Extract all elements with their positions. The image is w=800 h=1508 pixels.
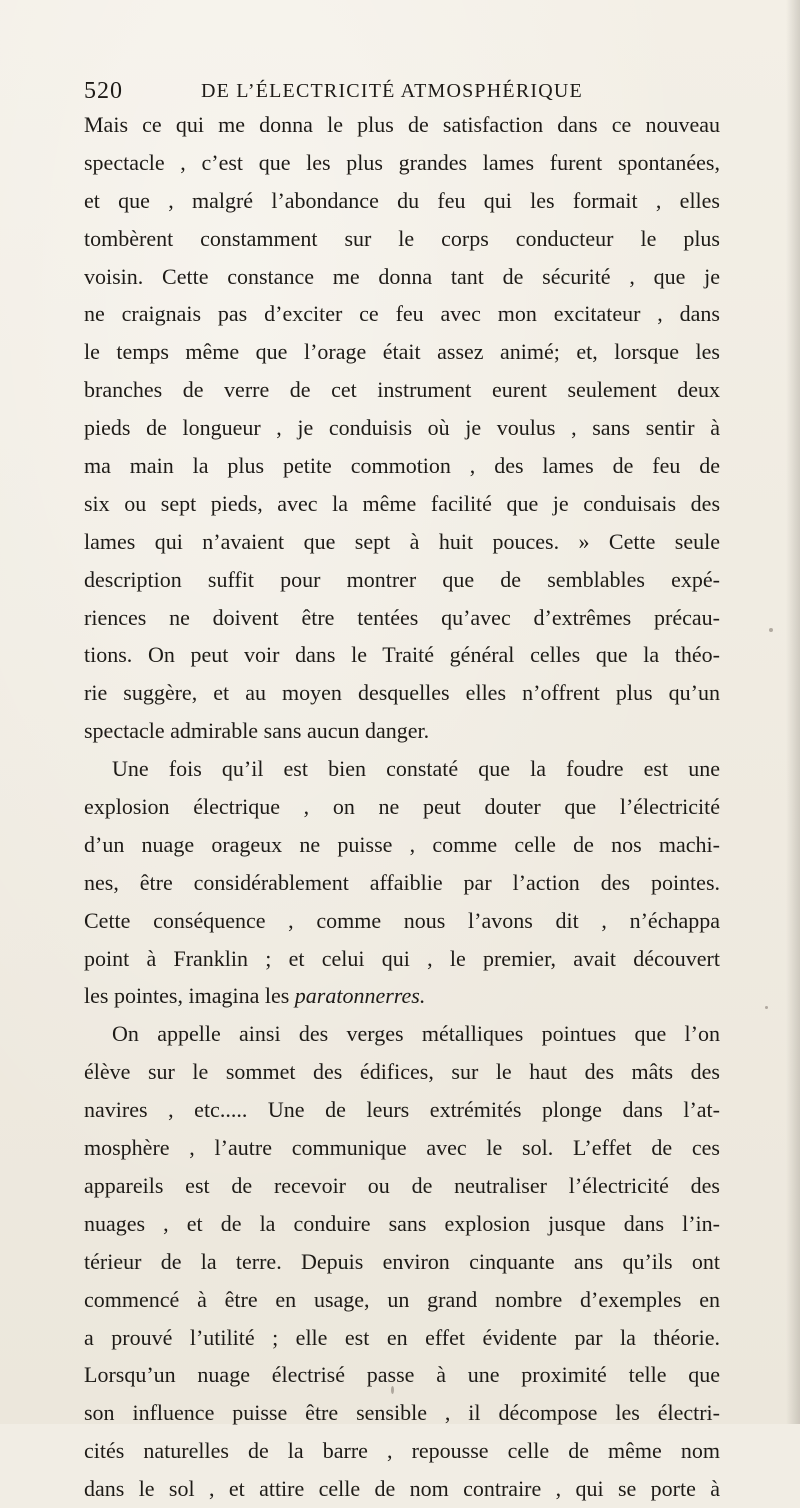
text-line: branches de verre de cet instrument eurent seulement deux [84,377,720,403]
text-line: On appelle ainsi des verges métalliques pointues que l’on [112,1021,720,1047]
text-line: nuages , et de la conduire sans explosion jusque dans l’in- [84,1210,720,1236]
text-line-with-term [84,977,720,1015]
text-line: ne craignais pas d’exciter ce feu avec mon excitateur , dans [84,301,720,327]
paper-speck [769,628,773,632]
text-line: ma main la plus petite commotion , des lames de feu de [84,453,720,479]
text-line: voisin. Cette constance me donna tant de sécurité , que je [84,263,720,289]
text-line: Cette conséquence , comme nous l’avons dit , n’échappa [84,907,720,933]
text-line: Mais ce qui me donna le plus de satisfaction dans ce nouveau [84,112,720,137]
text-line: spectacle , c’est que les plus grandes lames furent spontanées, [84,149,720,175]
text-line: lames qui n’avaient que sept à huit pouces. » Cette seule [84,528,720,554]
text-line: point à Franklin ; et celui qui , le premier, avait découvert [84,945,720,971]
text-line: six ou sept pieds, avec la même facilité que je conduisais des [84,490,720,516]
text-line: cités naturelles de la barre , repousse celle de même nom [84,1438,720,1464]
text-line: les pointes, imagina les [84,983,290,1009]
paper-speck [391,1386,394,1394]
text-line: spectacle admirable sans aucun danger. [84,718,430,744]
text-line: térieur de la terre. Depuis environ cinquante ans qu’ils ont [84,1248,720,1274]
text-line: explosion électrique , on ne peut douter que l’électricité [84,794,720,820]
text-line: dans le sol , et attire celle de nom contraire , qui se porte à [84,1476,720,1502]
running-head: DE L’ÉLECTRICITÉ ATMOSPHÉRIQUE [201,80,583,102]
text-line: tions. On peut voir dans le Traité général celles que la théo- [84,642,720,668]
text-line: commencé à être en usage, un grand nombre d’exemples en [84,1286,720,1312]
text-line: Lorsqu’un nuage électrisé passe à une proximité telle que [84,1362,720,1388]
italic-term: paratonnerres. [294,983,426,1009]
body-text [84,106,720,1508]
text-line: tombèrent constamment sur le corps conducteur le plus [84,225,720,251]
text-line: son influence puisse être sensible , il décompose les électri- [84,1400,720,1426]
text-line: le temps même que l’orage était assez animé; et, lorsque les [84,339,720,365]
text-line: pieds de longueur , je conduisis où je voulus , sans sentir à [84,415,720,441]
text-line: appareils est de recevoir ou de neutraliser l’électricité des [84,1172,720,1198]
text-line: d’un nuage orageux ne puisse , comme celle de nos machi- [84,831,720,857]
text-line: rie suggère, et au moyen desquelles elles n’offrent plus qu’un [84,680,720,706]
page-edge-shadow [786,0,800,1424]
text-line: a prouvé l’utilité ; elle est en effet évidente par la théorie. [84,1324,720,1350]
text-line: mosphère , l’autre communique avec le sol. L’effet de ces [84,1135,720,1161]
paper-speck [765,1006,768,1009]
text-line: nes, être considérablement affaiblie par l’action des pointes. [84,869,720,895]
text-line: navires , etc..... Une de leurs extrémités plonge dans l’at- [84,1097,720,1123]
text-line: et que , malgré l’abondance du feu qui les formait , elles [84,187,720,213]
text-line: description suffit pour montrer que de semblables expé- [84,566,720,592]
text-line: Une fois qu’il est bien constaté que la foudre est une [112,756,720,782]
page-number: 520 [84,78,123,104]
text-line: riences ne doivent être tentées qu’avec d’extrêmes précau- [84,604,720,630]
text-line: élève sur le sommet des édifices, sur le haut des mâts des [84,1059,720,1085]
